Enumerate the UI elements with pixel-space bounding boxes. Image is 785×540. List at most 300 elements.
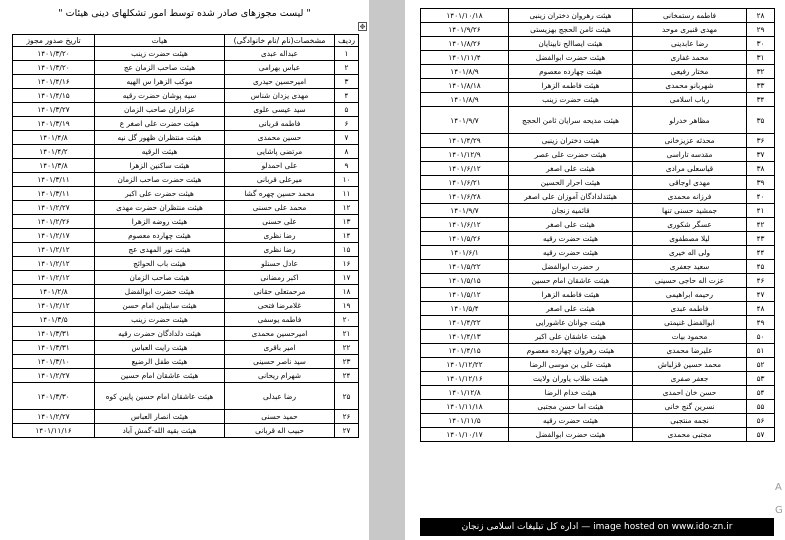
cell-radif: ۲۱	[335, 327, 359, 341]
table-row	[13, 173, 359, 187]
cell-name: فاطمه یوسفی	[225, 313, 335, 327]
table-row	[13, 243, 359, 257]
cell-hayat: هیئت ایصاالح نابینایان	[509, 37, 633, 51]
cell-hayat: هیئت علی اصغر	[509, 302, 633, 316]
cell-hayat: سیه پوشان حضرت رقیه	[95, 89, 225, 103]
cell-hayat: هیئت انصار العباس	[95, 410, 225, 424]
table-row	[421, 330, 775, 344]
table-row	[421, 428, 775, 442]
cell-radif: ۳۰	[747, 37, 775, 51]
cell-hayat: هیئت حضرت زینب	[95, 47, 225, 61]
cell-date: ۱۴۰۱/۵/۴	[421, 302, 509, 316]
cell-radif: ۲۹	[747, 23, 775, 37]
cell-name: مهدی یزدان شناس	[225, 89, 335, 103]
table-row	[13, 201, 359, 215]
table-row	[421, 232, 775, 246]
cell-date: ۱۴۰۱/۲/۸	[13, 285, 95, 299]
cell-radif: ۱۰	[335, 173, 359, 187]
cell-hayat: هیئت حضرت علی اکبر	[95, 187, 225, 201]
footer-banner: image hosted on www.ido-zn.ir — اداره کل تبلیغات اسلامی زنجان	[420, 518, 774, 536]
cell-radif: ۴۲	[747, 218, 775, 232]
header-name: مشخصات(نام /نام خانوادگی)	[225, 35, 335, 47]
cell-hayat: هیئت دختران زینبی	[509, 134, 633, 148]
cell-hayat: هیئت علی بن موسی الرضا	[509, 358, 633, 372]
cell-name: مظاهر خدرلو	[633, 107, 747, 134]
cell-hayat: هیئت احرار الحسین	[509, 176, 633, 190]
cell-name: رضا عبدلی	[225, 383, 335, 410]
cell-date: ۱۴۰۱/۱۲/۱۶	[421, 372, 509, 386]
cell-hayat: هیئت نور المهدی عج	[95, 243, 225, 257]
cell-hayat: عزاداران صاحب الزمان	[95, 103, 225, 117]
cell-date: ۱۴۰۱/۵/۱۵	[421, 274, 509, 288]
cell-hayat: هیئت باب الحوائج	[95, 257, 225, 271]
table-row	[13, 257, 359, 271]
cell-name: سید عیسی علوی	[225, 103, 335, 117]
document-title: " لیست مجوزهای صادر شده توسط امور تشکلهای دینی هیئات "	[58, 8, 311, 19]
cell-date: ۱۴۰۱/۲/۲۶	[13, 215, 95, 229]
table-row	[421, 358, 775, 372]
table-row	[421, 414, 775, 428]
cell-date: ۱۴۰۱/۴/۲۲	[421, 316, 509, 330]
table-row	[421, 134, 775, 148]
cell-name: عبداله عبدی	[225, 47, 335, 61]
cell-name: سید ناصر حسینی	[225, 355, 335, 369]
table-row	[13, 341, 359, 355]
cell-name: جمشید حسنی تنها	[633, 204, 747, 218]
cell-date: ۱۴۰۱/۶/۲۸	[421, 190, 509, 204]
cell-name: شهربانو محمدی	[633, 79, 747, 93]
table-row	[13, 383, 359, 410]
cell-date: ۱۴۰۱/۳/۸	[13, 159, 95, 173]
cell-hayat: هیئت حضرت علی عصر	[509, 148, 633, 162]
cell-name: محدثه عزیزخانی	[633, 134, 747, 148]
table-row	[421, 9, 775, 23]
header-hayat: هیات	[95, 35, 225, 47]
cell-date: ۱۴۰۱/۱۱/۵	[421, 414, 509, 428]
table-row	[421, 37, 775, 51]
cell-name: علی احمدلو	[225, 159, 335, 173]
cell-date: ۱۴۰۱/۳/۱۹	[13, 117, 95, 131]
cell-hayat: هیئت عاشقان امام حسین	[95, 369, 225, 383]
cell-radif: ۱۳	[335, 215, 359, 229]
table-row	[421, 288, 775, 302]
cell-radif: ۱۹	[335, 299, 359, 313]
cell-hayat: هیئت علی اصغر	[509, 162, 633, 176]
cell-date: ۱۴۰۱/۱۱/۱۶	[13, 424, 95, 438]
cell-name: عادل حسنلو	[225, 257, 335, 271]
cell-date: ۱۴۰۱/۸/۹	[421, 65, 509, 79]
cell-name: امیرحسین محمدی	[225, 327, 335, 341]
cell-radif: ۴	[335, 89, 359, 103]
cell-radif: ۵۷	[747, 428, 775, 442]
cell-date: ۱۴۰۱/۱۰/۱۸	[421, 9, 509, 23]
cell-radif: ۳۱	[747, 51, 775, 65]
table-row	[421, 148, 775, 162]
cell-hayat: هیئت حضرت رقیه	[509, 232, 633, 246]
cell-radif: ۵۲	[747, 358, 775, 372]
table-row	[13, 285, 359, 299]
cell-name: لیلا مصطفوی	[633, 232, 747, 246]
cell-name: فاطمه رستمخانی	[633, 9, 747, 23]
table-row	[13, 61, 359, 75]
table-row	[421, 93, 775, 107]
cell-radif: ۳۵	[747, 107, 775, 134]
cell-name: نسرین گنج خانی	[633, 400, 747, 414]
cell-hayat: هیئت صاحب الزمان	[95, 271, 225, 285]
cell-date: ۱۴۰۱/۳/۱۱	[13, 173, 95, 187]
cell-radif: ۲۰	[335, 313, 359, 327]
cell-radif: ۲۲	[335, 341, 359, 355]
cell-hayat: هیئت بقیه الله-گمش آباد	[95, 424, 225, 438]
table-body-left	[13, 47, 359, 438]
cell-date: ۱۴۰۱/۳/۱۱	[13, 187, 95, 201]
cell-radif: ۴۹	[747, 316, 775, 330]
cell-name: علی حسنی	[225, 215, 335, 229]
cell-name: فاطمه قربانی	[225, 117, 335, 131]
cell-date: ۱۴۰۱/۳/۳۰	[13, 383, 95, 410]
table-row	[13, 424, 359, 438]
cell-hayat: هیئت حضرت علی اصغر ع	[95, 117, 225, 131]
cell-date: ۱۴۰۱/۳/۲۰	[13, 61, 95, 75]
table-row	[421, 23, 775, 37]
cell-hayat: هیئت فاطمه الزهرا	[509, 288, 633, 302]
table-row	[421, 246, 775, 260]
cell-name: علیرضا محمدی	[633, 344, 747, 358]
cell-hayat: هیئت اما حسن مجتبی	[509, 400, 633, 414]
cell-date: ۱۴۰۱/۹/۷	[421, 204, 509, 218]
cell-name: جعفر صفری	[633, 372, 747, 386]
cell-radif: ۵	[335, 103, 359, 117]
table-row	[13, 145, 359, 159]
table-body-right	[421, 9, 775, 442]
table-row	[421, 372, 775, 386]
cell-radif: ۳۷	[747, 148, 775, 162]
cell-name: میرعلی قربانی	[225, 173, 335, 187]
cell-hayat: هیئت جوانان عاشورایی	[509, 316, 633, 330]
cell-hayat: هیئت حضرت ابوالفضل	[509, 428, 633, 442]
table-row	[13, 159, 359, 173]
table-row	[13, 89, 359, 103]
cell-radif: ۵۵	[747, 400, 775, 414]
cell-date: ۱۴۰۱/۳/۲۷	[13, 103, 95, 117]
cell-date: ۱۴۰۱/۲/۱۲	[13, 243, 95, 257]
table-header-row	[13, 35, 359, 47]
cell-hayat: هیئت روضه الزهرا	[95, 215, 225, 229]
cell-hayat: هیئت چهارده معصوم	[509, 65, 633, 79]
table-row	[421, 386, 775, 400]
table-row	[13, 75, 359, 89]
table-row	[421, 302, 775, 316]
cell-hayat: هیئت حضرت رقیه	[509, 414, 633, 428]
cell-name: فرزانه محمدی	[633, 190, 747, 204]
cell-hayat: هیئت دلدادگان حضرت رقیه	[95, 327, 225, 341]
cell-name: نجمه منتجبی	[633, 414, 747, 428]
cell-name: عزت اله حاجی حسینی	[633, 274, 747, 288]
cell-hayat: هیئت عاشقان امام حسین	[509, 274, 633, 288]
cell-hayat: موکب الزهرا س الهیه	[95, 75, 225, 89]
cell-name: محمد حسین چهره گشا	[225, 187, 335, 201]
cell-date: ۱۴۰۱/۴/۱۵	[421, 344, 509, 358]
cell-date: ۱۴۰۱/۶/۱	[421, 246, 509, 260]
cell-date: ۱۴۰۱/۹/۲۶	[421, 23, 509, 37]
cell-name: امیر باقری	[225, 341, 335, 355]
cell-name: رضا عابدینی	[633, 37, 747, 51]
table-row	[13, 187, 359, 201]
table-row	[13, 327, 359, 341]
edge-letter-g: G	[775, 505, 783, 516]
table-row	[421, 162, 775, 176]
cell-hayat: هیئت الرقیه	[95, 145, 225, 159]
table-row	[421, 204, 775, 218]
cell-name: مهدی قنبری موحد	[633, 23, 747, 37]
cell-hayat: هیئت طفل الرضیع	[95, 355, 225, 369]
cell-name: حسن خان احمدی	[633, 386, 747, 400]
cell-name: مقدسه تاراسی	[633, 148, 747, 162]
table-row	[13, 229, 359, 243]
cell-name: شهرام ریحانی	[225, 369, 335, 383]
cell-radif: ۲۳	[335, 355, 359, 369]
cell-hayat: هیئت فاطمه الزهرا	[509, 79, 633, 93]
cell-hayat: هیئت حضرت صاحب الزمان	[95, 173, 225, 187]
cell-hayat: هیئت ساکنین الزهرا	[95, 159, 225, 173]
table-row	[13, 369, 359, 383]
cell-name: غلامرضا فتحی	[225, 299, 335, 313]
cell-radif: ۲۸	[747, 9, 775, 23]
cell-date: ۱۴۰۱/۲/۲۷	[13, 369, 95, 383]
permits-table-left	[12, 34, 359, 438]
cell-date: ۱۴۰۱/۵/۱۲	[421, 288, 509, 302]
table-row	[421, 400, 775, 414]
cell-hayat: هیئت عاشقان علی اکبر	[509, 330, 633, 344]
table-row	[13, 271, 359, 285]
cell-hayat: هیئت حضرت ابوالفضل	[95, 285, 225, 299]
cell-hayat: هیئت حضرت زینب	[95, 313, 225, 327]
cell-hayat: هیئت سایتلین امام حسن	[95, 299, 225, 313]
cell-radif: ۳	[335, 75, 359, 89]
cell-hayat: هیئت رهروان چهارده معصوم	[509, 344, 633, 358]
table-row	[13, 299, 359, 313]
cell-date: ۱۴۰۱/۳/۱۰	[13, 355, 95, 369]
cell-hayat: هیئت منتظران ظهور گل نیه	[95, 131, 225, 145]
cell-radif: ۹	[335, 159, 359, 173]
cell-name: حمید حسنی	[225, 410, 335, 424]
cell-date: ۱۴۰۱/۲/۱۷	[13, 229, 95, 243]
table-row	[421, 107, 775, 134]
cell-name: ابوالفضل غنیمتی	[633, 316, 747, 330]
table-row	[421, 316, 775, 330]
cell-name: عسگر شکوری	[633, 218, 747, 232]
table-row	[421, 344, 775, 358]
cell-name: مرتضی پاشایی	[225, 145, 335, 159]
cell-date: ۱۴۰۱/۴/۱۳	[421, 330, 509, 344]
cell-name: اکبر رمضانی	[225, 271, 335, 285]
cell-name: رحیمه ابراهیمی	[633, 288, 747, 302]
table-row	[13, 103, 359, 117]
cell-radif: ۱۴	[335, 229, 359, 243]
cell-radif: ۱۱	[335, 187, 359, 201]
cell-hayat: هیئت حضرت رقیه	[509, 246, 633, 260]
cell-date: ۱۴۰۱/۳/۳۱	[13, 327, 95, 341]
cell-date: ۱۴۰۱/۲/۲۷	[13, 201, 95, 215]
table-row	[13, 131, 359, 145]
table-row	[421, 218, 775, 232]
cell-radif: ۳۲	[747, 65, 775, 79]
cell-date: ۱۴۰۱/۵/۲۶	[421, 232, 509, 246]
cell-radif: ۵۳	[747, 372, 775, 386]
cell-hayat: هیئت رهروان دختران زینبی	[509, 9, 633, 23]
cell-hayat: هیئت مدیحه سرایان ثامن الحجج	[509, 107, 633, 134]
cell-hayat: هیئت صاحب الزمان عج	[95, 61, 225, 75]
cell-hayat: هیئت رایت العباس	[95, 341, 225, 355]
cell-radif: ۳۴	[747, 93, 775, 107]
cell-name: فاطمه عبدی	[633, 302, 747, 316]
cell-radif: ۴۳	[747, 232, 775, 246]
cell-name: عباس بهرامی	[225, 61, 335, 75]
cell-name: مرحمتعلی حقانی	[225, 285, 335, 299]
cell-name: حسین محمدی	[225, 131, 335, 145]
cell-name: محمد علی حسنی	[225, 201, 335, 215]
table-row	[421, 260, 775, 274]
cell-hayat: هیئت عاشقان امام حسین پایین کوه	[95, 383, 225, 410]
cell-hayat: ر حضرت ابوالفضل	[509, 260, 633, 274]
table-row	[421, 65, 775, 79]
cell-date: ۱۴۰۱/۳/۵	[13, 313, 95, 327]
cell-date: ۱۴۰۱/۲/۱۲	[13, 271, 95, 285]
cell-hayat: هیئتدلدادگان آموزان علی اصغر	[509, 190, 633, 204]
cell-radif: ۱۸	[335, 285, 359, 299]
cell-hayat: هیئت منتظران حضرت مهدی	[95, 201, 225, 215]
cell-date: ۱۴۰۱/۳/۳۱	[13, 341, 95, 355]
page-gap	[369, 0, 405, 540]
cell-name: محمود بیات	[633, 330, 747, 344]
cell-radif: ۱	[335, 47, 359, 61]
cell-radif: ۲۴	[335, 369, 359, 383]
cell-radif: ۴۱	[747, 204, 775, 218]
permits-table-right	[420, 8, 775, 442]
cell-name: حبیب اله قربانی	[225, 424, 335, 438]
cell-radif: ۴۸	[747, 302, 775, 316]
cell-date: ۱۴۰۱/۶/۲۱	[421, 176, 509, 190]
cell-radif: ۴۷	[747, 288, 775, 302]
cell-radif: ۶	[335, 117, 359, 131]
cell-hayat: هیئت ثامن الحجج بهزیستی	[509, 23, 633, 37]
table-row	[421, 274, 775, 288]
cell-radif: ۸	[335, 145, 359, 159]
cell-radif: ۵۶	[747, 414, 775, 428]
cell-radif: ۴۵	[747, 260, 775, 274]
cell-name: سعید جعفری	[633, 260, 747, 274]
cell-radif: ۵۱	[747, 344, 775, 358]
cell-name: محمد حسین قزلباش	[633, 358, 747, 372]
table-row	[421, 79, 775, 93]
edge-letter-a: A	[775, 482, 782, 493]
cell-date: ۱۴۰۱/۴/۸	[13, 131, 95, 145]
cell-date: ۱۴۰۱/۴/۱۵	[13, 89, 95, 103]
cell-hayat: هیئت علی اصغر	[509, 218, 633, 232]
cell-date: ۱۴۰۱/۱۲/۸	[421, 386, 509, 400]
cell-date: ۱۴۰۱/۶/۱۲	[421, 218, 509, 232]
cell-radif: ۳۸	[747, 162, 775, 176]
cell-radif: ۲۶	[335, 410, 359, 424]
cell-name: قیاسعلی مرادی	[633, 162, 747, 176]
cell-date: ۱۴۰۱/۲/۲۷	[13, 410, 95, 424]
cell-radif: ۴۶	[747, 274, 775, 288]
cell-hayat: هیئت طلاب یاوران ولایت	[509, 372, 633, 386]
table-row	[421, 51, 775, 65]
cell-radif: ۴۰	[747, 190, 775, 204]
cell-name: ولی اله خیری	[633, 246, 747, 260]
cell-radif: ۳۳	[747, 79, 775, 93]
cell-date: ۱۴۰۱/۸/۲۶	[421, 37, 509, 51]
cell-name: امیرحسین حیدری	[225, 75, 335, 89]
cell-hayat: هیئت حضرت ابوالفضل	[509, 51, 633, 65]
cell-name: رضا نظری	[225, 229, 335, 243]
table-row	[421, 176, 775, 190]
cell-hayat: قائمیه زنجان	[509, 204, 633, 218]
cell-hayat: هیئت چهارده معصوم	[95, 229, 225, 243]
cell-radif: ۱۶	[335, 257, 359, 271]
table-row	[13, 313, 359, 327]
cell-name: مهدی اوجاقی	[633, 176, 747, 190]
cell-radif: ۵۰	[747, 330, 775, 344]
cell-name: محمد غفاری	[633, 51, 747, 65]
cell-date: ۱۴۰۱/۳/۲۰	[13, 47, 95, 61]
cell-radif: ۱۵	[335, 243, 359, 257]
cell-date: ۱۴۰۱/۱۱/۱۸	[421, 400, 509, 414]
cell-date: ۱۴۰۱/۵/۲۲	[421, 260, 509, 274]
table-row	[13, 117, 359, 131]
cell-radif: ۵۴	[747, 386, 775, 400]
cell-date: ۱۴۰۱/۸/۱۸	[421, 79, 509, 93]
cell-date: ۱۴۰۱/۱۲/۹	[421, 148, 509, 162]
table-row	[13, 215, 359, 229]
cell-hayat: هیئت حضرت زینب	[509, 93, 633, 107]
cell-radif: ۱۷	[335, 271, 359, 285]
cell-hayat: هیئت خدام الرضا	[509, 386, 633, 400]
cell-name: رباب اسلامی	[633, 93, 747, 107]
cell-date: ۱۴۰۱/۴/۲	[13, 145, 95, 159]
table-row	[13, 410, 359, 424]
header-date: تاریخ صدور مجوز	[13, 35, 95, 47]
cell-date: ۱۴۰۱/۲/۱۲	[13, 257, 95, 271]
cell-radif: ۲۵	[335, 383, 359, 410]
cell-radif: ۱۲	[335, 201, 359, 215]
cell-date: ۱۴۰۱/۱۰/۱۷	[421, 428, 509, 442]
table-move-handle-icon[interactable]: ✥	[359, 23, 366, 31]
cell-name: مجتبی محمدی	[633, 428, 747, 442]
cell-radif: ۲۷	[335, 424, 359, 438]
cell-name: رضا نظری	[225, 243, 335, 257]
cell-radif: ۳۶	[747, 134, 775, 148]
cell-radif: ۴۴	[747, 246, 775, 260]
cell-radif: ۲	[335, 61, 359, 75]
header-radif: ردیف	[335, 35, 359, 47]
cell-date: ۱۴۰۱/۴/۱۶	[13, 75, 95, 89]
table-row	[421, 190, 775, 204]
cell-name: مختار رفیعی	[633, 65, 747, 79]
table-row	[13, 47, 359, 61]
cell-date: ۱۴۰۱/۶/۱۲	[421, 162, 509, 176]
cell-date: ۱۴۰۱/۸/۹	[421, 93, 509, 107]
table-row	[13, 355, 359, 369]
cell-radif: ۷	[335, 131, 359, 145]
cell-date: ۱۴۰۱/۱۲/۲۲	[421, 358, 509, 372]
cell-date: ۱۴۰۱/۹/۷	[421, 107, 509, 134]
cell-radif: ۳۹	[747, 176, 775, 190]
cell-date: ۱۴۰۱/۴/۲۹	[421, 134, 509, 148]
cell-date: ۱۴۰۱/۲/۱۲	[13, 299, 95, 313]
cell-date: ۱۴۰۱/۱۱/۴	[421, 51, 509, 65]
